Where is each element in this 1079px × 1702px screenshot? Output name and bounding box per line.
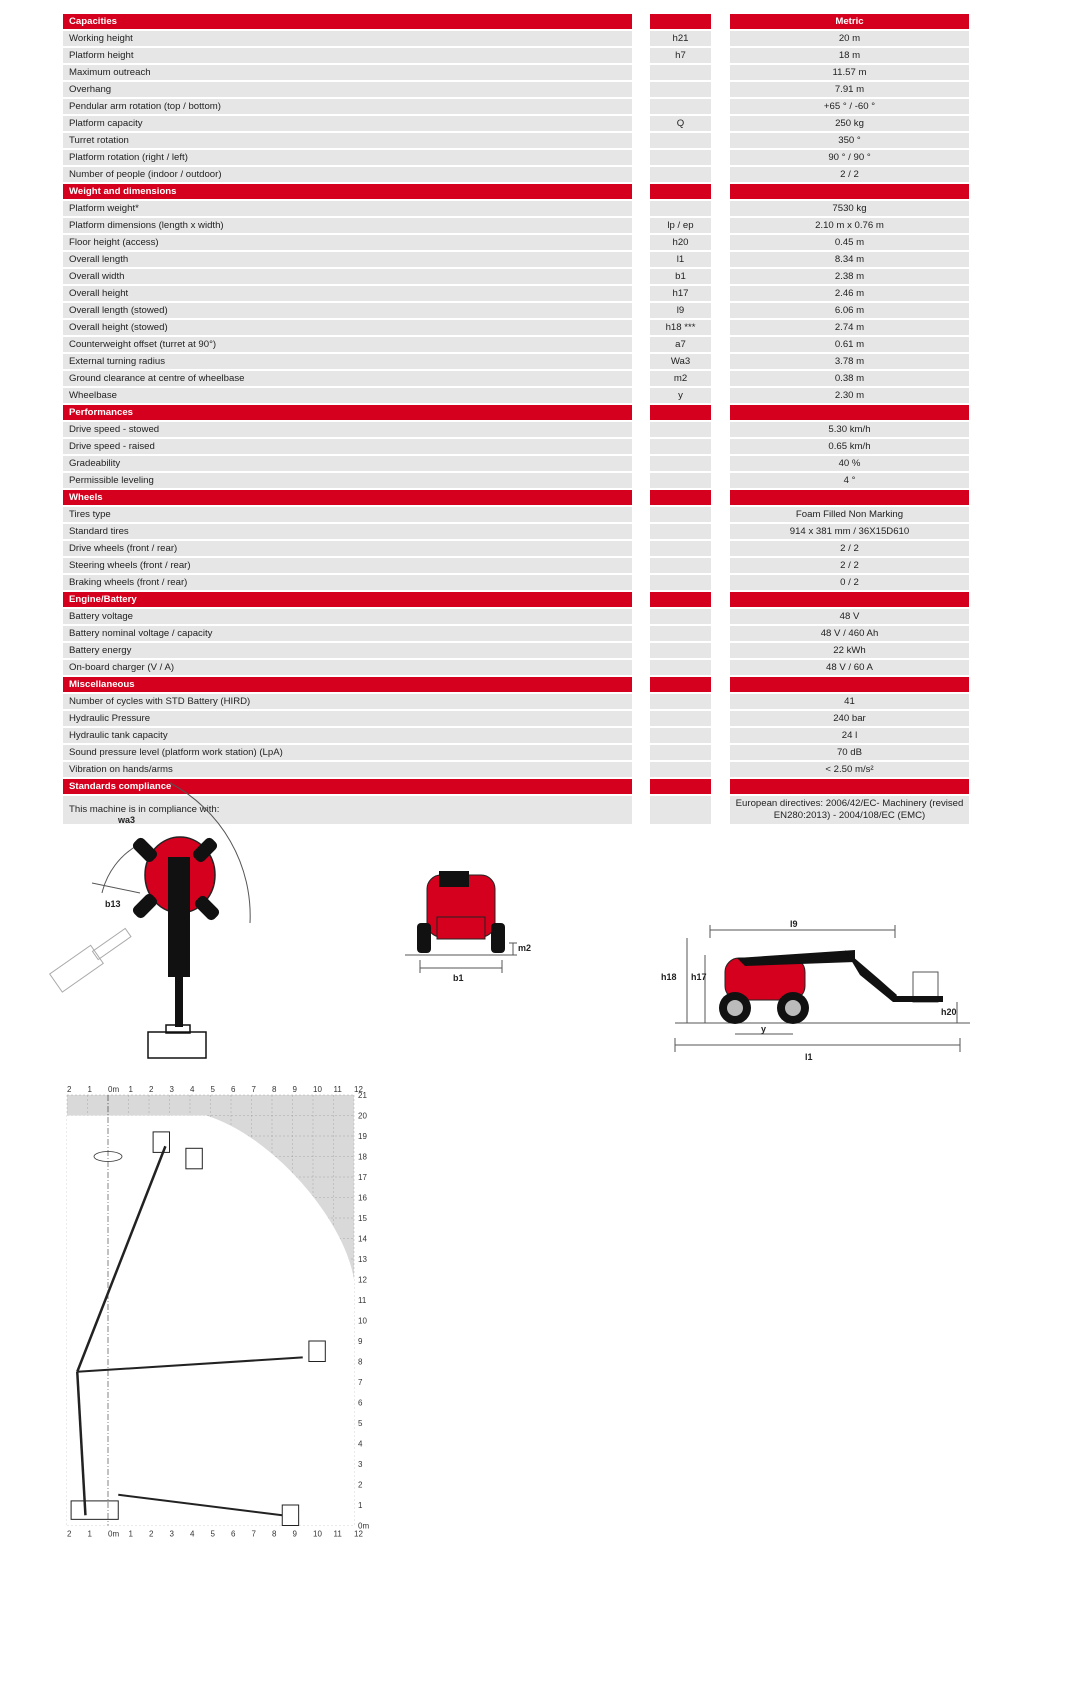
spec-label: Vibration on hands/arms <box>63 762 632 777</box>
spec-row <box>63 31 971 48</box>
spec-value: 0.61 m <box>730 337 969 352</box>
spec-value: 2.30 m <box>730 388 969 403</box>
spec-value: 0 / 2 <box>730 575 969 590</box>
spec-code <box>650 507 711 522</box>
spec-code <box>650 558 711 573</box>
spec-value: 22 kWh <box>730 643 969 658</box>
spec-value: 7.91 m <box>730 82 969 97</box>
spec-value: 0.65 km/h <box>730 439 969 454</box>
spec-code <box>650 473 711 488</box>
spec-row <box>63 65 971 82</box>
spec-code: h18 *** <box>650 320 711 335</box>
l9-label: l9 <box>790 919 798 929</box>
spec-code <box>650 796 711 824</box>
b13-label: b13 <box>105 899 121 909</box>
spec-value: 90 ° / 90 ° <box>730 150 969 165</box>
spec-code: l1 <box>650 252 711 267</box>
section-title: Weight and dimensions <box>63 184 632 199</box>
y-tick-label: 21 <box>358 1091 367 1100</box>
spec-value: 350 ° <box>730 133 969 148</box>
x-tick-label: 11 <box>333 1529 342 1539</box>
spec-value: 18 m <box>730 48 969 63</box>
spec-row <box>63 286 971 303</box>
wa3-label: wa3 <box>118 815 136 825</box>
spec-row <box>63 337 971 354</box>
spec-row <box>63 575 971 592</box>
y-tick-label: 0m <box>358 1521 370 1531</box>
spec-row <box>63 643 971 660</box>
spec-label: Battery voltage <box>63 609 632 624</box>
section-title: Wheels <box>63 490 632 505</box>
b1-label: b1 <box>453 973 464 983</box>
spec-code: h17 <box>650 286 711 301</box>
spec-label: Ground clearance at centre of wheelbase <box>63 371 632 386</box>
y-tick-label: 5 <box>358 1419 363 1428</box>
spec-table <box>63 14 971 824</box>
spec-label: Working height <box>63 31 632 46</box>
spec-label: Platform rotation (right / left) <box>63 150 632 165</box>
spec-label: Sound pressure level (platform work station) (LpA) <box>63 745 632 760</box>
spec-code: h20 <box>650 235 711 250</box>
spec-code <box>650 439 711 454</box>
spec-code: m2 <box>650 371 711 386</box>
spec-row <box>63 252 971 269</box>
spec-code <box>650 541 711 556</box>
spec-row <box>63 269 971 286</box>
spec-code <box>650 133 711 148</box>
spec-label: Battery nominal voltage / capacity <box>63 626 632 641</box>
y-tick-label: 18 <box>358 1152 367 1162</box>
spec-label: Drive speed - stowed <box>63 422 632 437</box>
spec-row <box>63 558 971 575</box>
spec-row <box>63 439 971 456</box>
spec-value: 8.34 m <box>730 252 969 267</box>
spec-code <box>650 660 711 675</box>
x-tick-label: 12 <box>354 1529 363 1539</box>
y-tick-label: 3 <box>358 1460 363 1469</box>
spec-value: 2.74 m <box>730 320 969 335</box>
x-tick-label: 1 <box>87 1529 92 1539</box>
spec-code <box>650 728 711 743</box>
y-tick-label: 20 <box>358 1111 367 1121</box>
column-metric <box>730 779 969 794</box>
section-header <box>63 405 971 422</box>
spec-label: Platform dimensions (length x width) <box>63 218 632 233</box>
spec-value: +65 ° / -60 ° <box>730 99 969 114</box>
y-tick-label: 9 <box>358 1337 363 1346</box>
y-tick-label: 4 <box>358 1439 363 1449</box>
y-tick-label: 14 <box>358 1234 367 1244</box>
spec-value: 7530 kg <box>730 201 969 216</box>
spec-value: European directives: 2006/42/EC- Machinery (revised EN280:2013) - 2004/108/EC (EMC) <box>730 796 969 824</box>
spec-label: Drive speed - raised <box>63 439 632 454</box>
section-header <box>63 677 971 694</box>
x-tick-label: 2 <box>149 1085 154 1094</box>
y-tick-label: 11 <box>358 1296 367 1305</box>
spec-label: Permissible leveling <box>63 473 632 488</box>
working-range-chart <box>40 1080 400 1695</box>
spec-code: h7 <box>650 48 711 63</box>
x-tick-label: 9 <box>292 1085 297 1094</box>
spec-code <box>650 745 711 760</box>
spec-label: External turning radius <box>63 354 632 369</box>
x-tick-label: 7 <box>251 1085 256 1094</box>
spec-row <box>63 711 971 728</box>
spec-code <box>650 711 711 726</box>
spec-row <box>63 99 971 116</box>
spec-label: Hydraulic Pressure <box>63 711 632 726</box>
x-tick-label: 4 <box>190 1085 195 1094</box>
m2-label: m2 <box>518 943 532 953</box>
y-tick-label: 16 <box>358 1193 367 1203</box>
spec-value: 3.78 m <box>730 354 969 369</box>
section-title: Standards compliance <box>63 779 632 794</box>
x-tick-label: 10 <box>313 1529 322 1539</box>
spec-label: Overall length <box>63 252 632 267</box>
spec-label: Maximum outreach <box>63 65 632 80</box>
section-header <box>63 184 971 201</box>
spec-label: Standard tires <box>63 524 632 539</box>
spec-code <box>650 65 711 80</box>
column-metric: Metric <box>730 14 969 29</box>
spec-code: lp / ep <box>650 218 711 233</box>
spec-code <box>650 167 711 182</box>
spec-value: < 2.50 m/s² <box>730 762 969 777</box>
spec-label: This machine is in compliance with: <box>63 796 632 824</box>
spec-value: 2 / 2 <box>730 541 969 556</box>
x-tick-label: 8 <box>272 1529 277 1539</box>
spec-value: Foam Filled Non Marking <box>730 507 969 522</box>
spec-code: y <box>650 388 711 403</box>
spec-label: Overhang <box>63 82 632 97</box>
spec-label: Turret rotation <box>63 133 632 148</box>
spec-code <box>650 99 711 114</box>
spec-label: Number of cycles with STD Battery (HIRD) <box>63 694 632 709</box>
spec-row <box>63 507 971 524</box>
spec-label: Number of people (indoor / outdoor) <box>63 167 632 182</box>
column-metric <box>730 490 969 505</box>
spec-row <box>63 218 971 235</box>
spec-value: 70 dB <box>730 745 969 760</box>
spec-value: 6.06 m <box>730 303 969 318</box>
spec-label: On-board charger (V / A) <box>63 660 632 675</box>
spec-row <box>63 150 971 167</box>
h17-label: h17 <box>691 972 707 982</box>
y-tick-label: 12 <box>358 1275 367 1285</box>
y-tick-label: 13 <box>358 1255 367 1264</box>
spec-row <box>63 422 971 439</box>
spec-code <box>650 82 711 97</box>
x-tick-label: 3 <box>169 1085 174 1094</box>
spec-code <box>650 626 711 641</box>
spec-label: Braking wheels (front / rear) <box>63 575 632 590</box>
x-tick-label: 11 <box>333 1085 342 1094</box>
y-tick-label: 17 <box>358 1173 367 1182</box>
spec-value: 2.46 m <box>730 286 969 301</box>
y-tick-label: 19 <box>358 1132 367 1141</box>
x-tick-label: 7 <box>251 1529 256 1539</box>
spec-code <box>650 643 711 658</box>
column-metric <box>730 184 969 199</box>
spec-value: 2 / 2 <box>730 167 969 182</box>
spec-label: Overall height (stowed) <box>63 320 632 335</box>
spec-code: b1 <box>650 269 711 284</box>
spec-value: 914 x 381 mm / 36X15D610 <box>730 524 969 539</box>
y-tick-label: 1 <box>358 1501 363 1510</box>
spec-code <box>650 150 711 165</box>
spec-row <box>63 609 971 626</box>
spec-value: 41 <box>730 694 969 709</box>
spec-row <box>63 48 971 65</box>
spec-code <box>650 422 711 437</box>
spec-row <box>63 541 971 558</box>
x-tick-label: 1 <box>128 1085 133 1094</box>
x-tick-label: 0m <box>108 1529 120 1539</box>
spec-row <box>63 473 971 490</box>
h20-label: h20 <box>941 1007 957 1017</box>
x-tick-label: 4 <box>190 1529 195 1539</box>
spec-value: 20 m <box>730 31 969 46</box>
x-tick-label: 1 <box>87 1085 92 1094</box>
spec-code <box>650 762 711 777</box>
spec-code <box>650 609 711 624</box>
column-metric <box>730 592 969 607</box>
spec-value: 11.57 m <box>730 65 969 80</box>
x-tick-label: 12 <box>354 1085 363 1094</box>
section-title: Performances <box>63 405 632 420</box>
x-tick-label: 8 <box>272 1085 277 1094</box>
spec-row <box>63 201 971 218</box>
y-tick-label: 2 <box>358 1480 363 1490</box>
spec-label: Counterweight offset (turret at 90°) <box>63 337 632 352</box>
x-tick-label: 6 <box>231 1085 236 1094</box>
spec-value: 0.45 m <box>730 235 969 250</box>
spec-value: 250 kg <box>730 116 969 131</box>
spec-value: 48 V / 60 A <box>730 660 969 675</box>
spec-label: Tires type <box>63 507 632 522</box>
spec-row <box>63 694 971 711</box>
column-metric <box>730 677 969 692</box>
y-tick-label: 7 <box>358 1378 363 1387</box>
front-view-diagram <box>405 855 545 985</box>
spec-label: Platform height <box>63 48 632 63</box>
spec-row <box>63 524 971 541</box>
spec-row <box>63 745 971 762</box>
spec-label: Hydraulic tank capacity <box>63 728 632 743</box>
x-tick-label: 2 <box>67 1529 72 1539</box>
spec-label: Gradeability <box>63 456 632 471</box>
y-tick-label: 8 <box>358 1357 363 1367</box>
x-tick-label: 10 <box>313 1085 322 1094</box>
section-title: Capacities <box>63 14 632 29</box>
spec-row <box>63 371 971 388</box>
spec-row <box>63 133 971 150</box>
spec-code <box>650 524 711 539</box>
x-tick-label: 1 <box>128 1529 133 1539</box>
spec-row <box>63 660 971 677</box>
spec-row <box>63 167 971 184</box>
x-tick-label: 6 <box>231 1529 236 1539</box>
y-tick-label: 10 <box>358 1316 367 1326</box>
spec-row <box>63 320 971 337</box>
spec-code <box>650 575 711 590</box>
spec-code: Wa3 <box>650 354 711 369</box>
spec-row <box>63 303 971 320</box>
spec-value: 5.30 km/h <box>730 422 969 437</box>
section-header <box>63 592 971 609</box>
l1-label: l1 <box>805 1052 813 1062</box>
spec-label: Overall length (stowed) <box>63 303 632 318</box>
spec-label: Overall height <box>63 286 632 301</box>
y-tick-label: 15 <box>358 1214 367 1223</box>
spec-row <box>63 235 971 252</box>
section-title: Miscellaneous <box>63 677 632 692</box>
spec-label: Overall width <box>63 269 632 284</box>
section-header <box>63 490 971 507</box>
spec-code: h21 <box>650 31 711 46</box>
x-tick-label: 5 <box>210 1085 215 1094</box>
spec-code <box>650 201 711 216</box>
spec-code <box>650 456 711 471</box>
spec-value: 0.38 m <box>730 371 969 386</box>
spec-value: 48 V / 460 Ah <box>730 626 969 641</box>
spec-value: 2.38 m <box>730 269 969 284</box>
x-tick-label: 5 <box>210 1529 215 1539</box>
x-tick-label: 9 <box>292 1529 297 1539</box>
spec-label: Wheelbase <box>63 388 632 403</box>
y-tick-label: 6 <box>358 1398 363 1408</box>
spec-label: Platform capacity <box>63 116 632 131</box>
column-metric <box>730 405 969 420</box>
section-title: Engine/Battery <box>63 592 632 607</box>
spec-row <box>63 388 971 405</box>
x-tick-label: 3 <box>169 1529 174 1539</box>
x-tick-label: 2 <box>67 1085 72 1094</box>
spec-label: Drive wheels (front / rear) <box>63 541 632 556</box>
spec-label: Battery energy <box>63 643 632 658</box>
spec-label: Platform weight* <box>63 201 632 216</box>
spec-code: l9 <box>650 303 711 318</box>
spec-value: 48 V <box>730 609 969 624</box>
spec-row <box>63 626 971 643</box>
spec-code: Q <box>650 116 711 131</box>
spec-label: Pendular arm rotation (top / bottom) <box>63 99 632 114</box>
spec-value: 2.10 m x 0.76 m <box>730 218 969 233</box>
spec-value: 24 l <box>730 728 969 743</box>
spec-row <box>63 456 971 473</box>
side-view-diagram <box>661 919 985 1070</box>
spec-row <box>63 728 971 745</box>
spec-label: Floor height (access) <box>63 235 632 250</box>
spec-row <box>63 82 971 99</box>
x-tick-label: 0m <box>108 1085 120 1094</box>
h18-label: h18 <box>661 972 677 982</box>
y-label: y <box>761 1024 767 1034</box>
spec-value: 2 / 2 <box>730 558 969 573</box>
spec-label: Steering wheels (front / rear) <box>63 558 632 573</box>
spec-code <box>650 694 711 709</box>
spec-value: 40 % <box>730 456 969 471</box>
spec-code: a7 <box>650 337 711 352</box>
section-header <box>63 14 971 31</box>
spec-row <box>63 354 971 371</box>
spec-row <box>63 116 971 133</box>
spec-value: 4 ° <box>730 473 969 488</box>
top-view-diagram <box>30 775 290 1070</box>
spec-value: 240 bar <box>730 711 969 726</box>
x-tick-label: 2 <box>149 1529 154 1539</box>
